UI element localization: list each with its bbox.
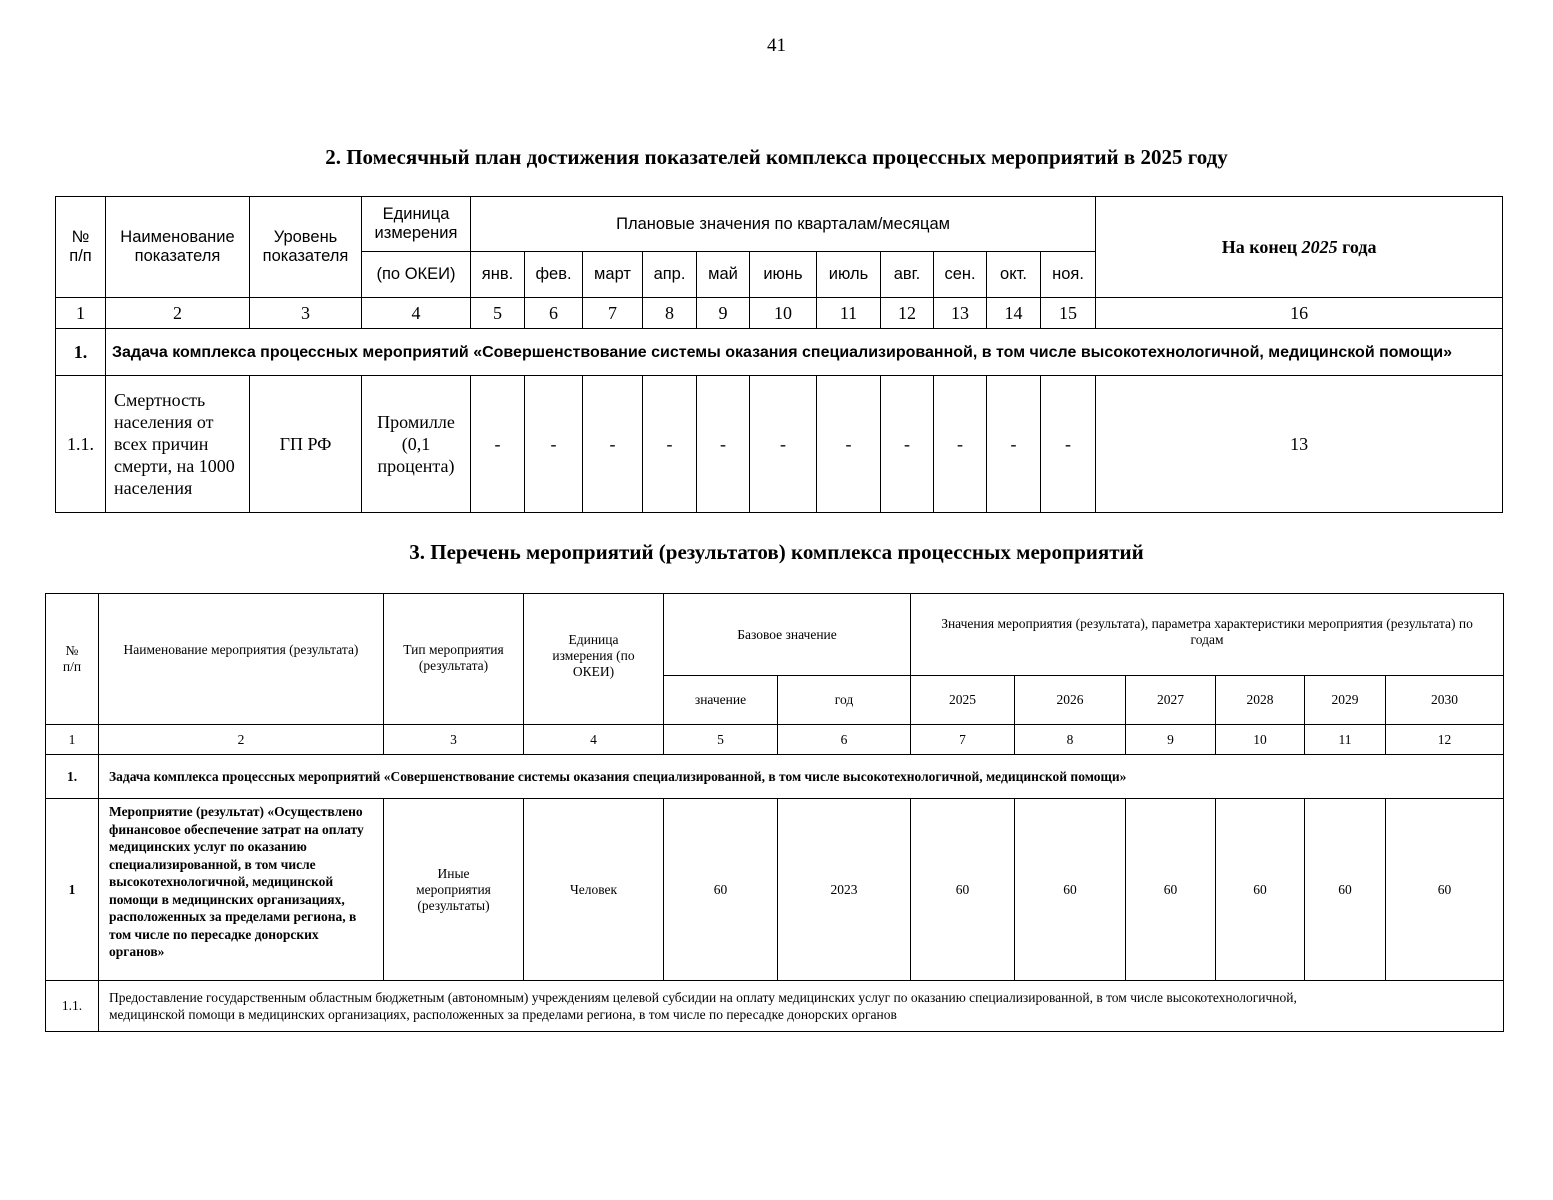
end-of-year-value: 13 xyxy=(1096,376,1503,513)
page-number: 41 xyxy=(767,35,786,56)
header-indicator-level: Уровень показателя xyxy=(250,197,362,298)
header-year: 2028 xyxy=(1216,676,1305,725)
col-number: 10 xyxy=(1216,725,1305,755)
task-text: Задача комплекса процессных мероприятий «Совершенствование системы оказания специализированной, в том числе высокотехнологичной, медицинской помощи» xyxy=(106,329,1503,376)
event-year-value: 60 xyxy=(1126,799,1216,981)
header-end-suffix: года xyxy=(1337,236,1377,257)
task-text: Задача комплекса процессных мероприятий «Совершенствование системы оказания специализированной, в том числе высокотехнологичной, медицинской помощи» xyxy=(99,755,1504,799)
header-year: 2027 xyxy=(1126,676,1216,725)
col-number: 4 xyxy=(362,298,471,329)
col-number: 12 xyxy=(1386,725,1504,755)
header-event-name: Наименование мероприятия (результата) xyxy=(99,594,384,725)
monthly-plan-table xyxy=(55,196,1503,513)
indicator-unit: Промилле (0,1 процента) xyxy=(362,376,471,513)
col-number: 9 xyxy=(1126,725,1216,755)
header-event-type: Тип мероприятия (результата) xyxy=(384,594,524,725)
month-value: - xyxy=(817,376,881,513)
header-end-of-year xyxy=(1096,197,1503,298)
month-value: - xyxy=(583,376,643,513)
header-end-prefix: На конец xyxy=(1221,236,1302,257)
events-table xyxy=(45,593,1504,1032)
month-value: - xyxy=(471,376,525,513)
event-type: Иные мероприятия (результаты) xyxy=(384,799,524,981)
col-number: 7 xyxy=(583,298,643,329)
header-month: янв. xyxy=(471,252,525,298)
header-num: № п/п xyxy=(56,197,106,298)
month-value: - xyxy=(987,376,1041,513)
col-number: 8 xyxy=(643,298,697,329)
header-base-value-value: значение xyxy=(664,676,778,725)
subrow-text: Предоставление государственным областным бюджетным (автономным) учреждениям целевой субсидии на оплату медицинских услуг по оказанию специализированной, в том числе высокотехнологичной, медицинской помощи в медицинских организациях, расположенных за пределами региона, в том числе по пересадке донорских органов xyxy=(99,981,1504,1032)
indicator-name: Смертность населения от всех причин смерти, на 1000 населения xyxy=(106,376,250,513)
col-number: 11 xyxy=(1305,725,1386,755)
col-number: 15 xyxy=(1041,298,1096,329)
event-base-value: 60 xyxy=(664,799,778,981)
header-month: март xyxy=(583,252,643,298)
col-number: 5 xyxy=(471,298,525,329)
month-value: - xyxy=(643,376,697,513)
header-year: 2025 xyxy=(911,676,1015,725)
header-month: фев. xyxy=(525,252,583,298)
header-year: 2026 xyxy=(1015,676,1126,725)
header-year: 2029 xyxy=(1305,676,1386,725)
header-end-year: 2025 xyxy=(1301,236,1338,257)
col-number: 2 xyxy=(106,298,250,329)
col-number: 1 xyxy=(56,298,106,329)
col-number: 6 xyxy=(778,725,911,755)
header-base-value-year: год xyxy=(778,676,911,725)
col-number: 10 xyxy=(750,298,817,329)
col-number: 13 xyxy=(934,298,987,329)
col-number: 8 xyxy=(1015,725,1126,755)
header-month: окт. xyxy=(987,252,1041,298)
col-number: 6 xyxy=(525,298,583,329)
header-month: авг. xyxy=(881,252,934,298)
event-year-value: 60 xyxy=(1386,799,1504,981)
event-year-value: 60 xyxy=(1015,799,1126,981)
row-number: 1.1. xyxy=(56,376,106,513)
col-number: 5 xyxy=(664,725,778,755)
header-planned-values: Плановые значения по кварталам/месяцам xyxy=(471,197,1096,252)
col-number: 4 xyxy=(524,725,664,755)
header-month: июль xyxy=(817,252,881,298)
header-unit: Единица измерения xyxy=(362,197,471,252)
col-number: 12 xyxy=(881,298,934,329)
header-values-by-years: Значения мероприятия (результата), параметра характеристики мероприятия (результата) по годам xyxy=(911,594,1504,676)
header-month: июнь xyxy=(750,252,817,298)
event-number: 1 xyxy=(46,799,99,981)
event-base-year: 2023 xyxy=(778,799,911,981)
section3-title: 3. Перечень мероприятий (результатов) комплекса процессных мероприятий xyxy=(409,540,1144,564)
header-unit-okei: (по ОКЕИ) xyxy=(362,252,471,298)
header-base-value: Базовое значение xyxy=(664,594,911,676)
header-unit: Единица измерения (по ОКЕИ) xyxy=(524,594,664,725)
month-value: - xyxy=(525,376,583,513)
month-value: - xyxy=(1041,376,1096,513)
task-number: 1. xyxy=(46,755,99,799)
event-year-value: 60 xyxy=(911,799,1015,981)
col-number: 16 xyxy=(1096,298,1503,329)
event-unit: Человек xyxy=(524,799,664,981)
header-month: апр. xyxy=(643,252,697,298)
event-year-value: 60 xyxy=(1305,799,1386,981)
col-number: 1 xyxy=(46,725,99,755)
month-value: - xyxy=(750,376,817,513)
col-number: 3 xyxy=(384,725,524,755)
task-number: 1. xyxy=(56,329,106,376)
event-name: Мероприятие (результат) «Осуществлено финансовое обеспечение затрат на оплату медицинских услуг по оказанию специализированной, в том числе высокотехнологичной, медицинской помощи в медицинских организациях, расположенных за пределами региона, в том числе по пересадке донорских органов» xyxy=(99,799,384,981)
indicator-level: ГП РФ xyxy=(250,376,362,513)
col-number: 2 xyxy=(99,725,384,755)
month-value: - xyxy=(697,376,750,513)
col-number: 3 xyxy=(250,298,362,329)
month-value: - xyxy=(934,376,987,513)
col-number: 11 xyxy=(817,298,881,329)
col-number: 14 xyxy=(987,298,1041,329)
header-num: № п/п xyxy=(46,594,99,725)
header-year: 2030 xyxy=(1386,676,1504,725)
header-month: сен. xyxy=(934,252,987,298)
header-indicator-name: Наименование показателя xyxy=(106,197,250,298)
col-number: 7 xyxy=(911,725,1015,755)
month-value: - xyxy=(881,376,934,513)
header-month: май xyxy=(697,252,750,298)
section2-title: 2. Помесячный план достижения показателей комплекса процессных мероприятий в 2025 году xyxy=(325,145,1228,169)
col-number: 9 xyxy=(697,298,750,329)
header-month: ноя. xyxy=(1041,252,1096,298)
event-year-value: 60 xyxy=(1216,799,1305,981)
subrow-number: 1.1. xyxy=(46,981,99,1032)
